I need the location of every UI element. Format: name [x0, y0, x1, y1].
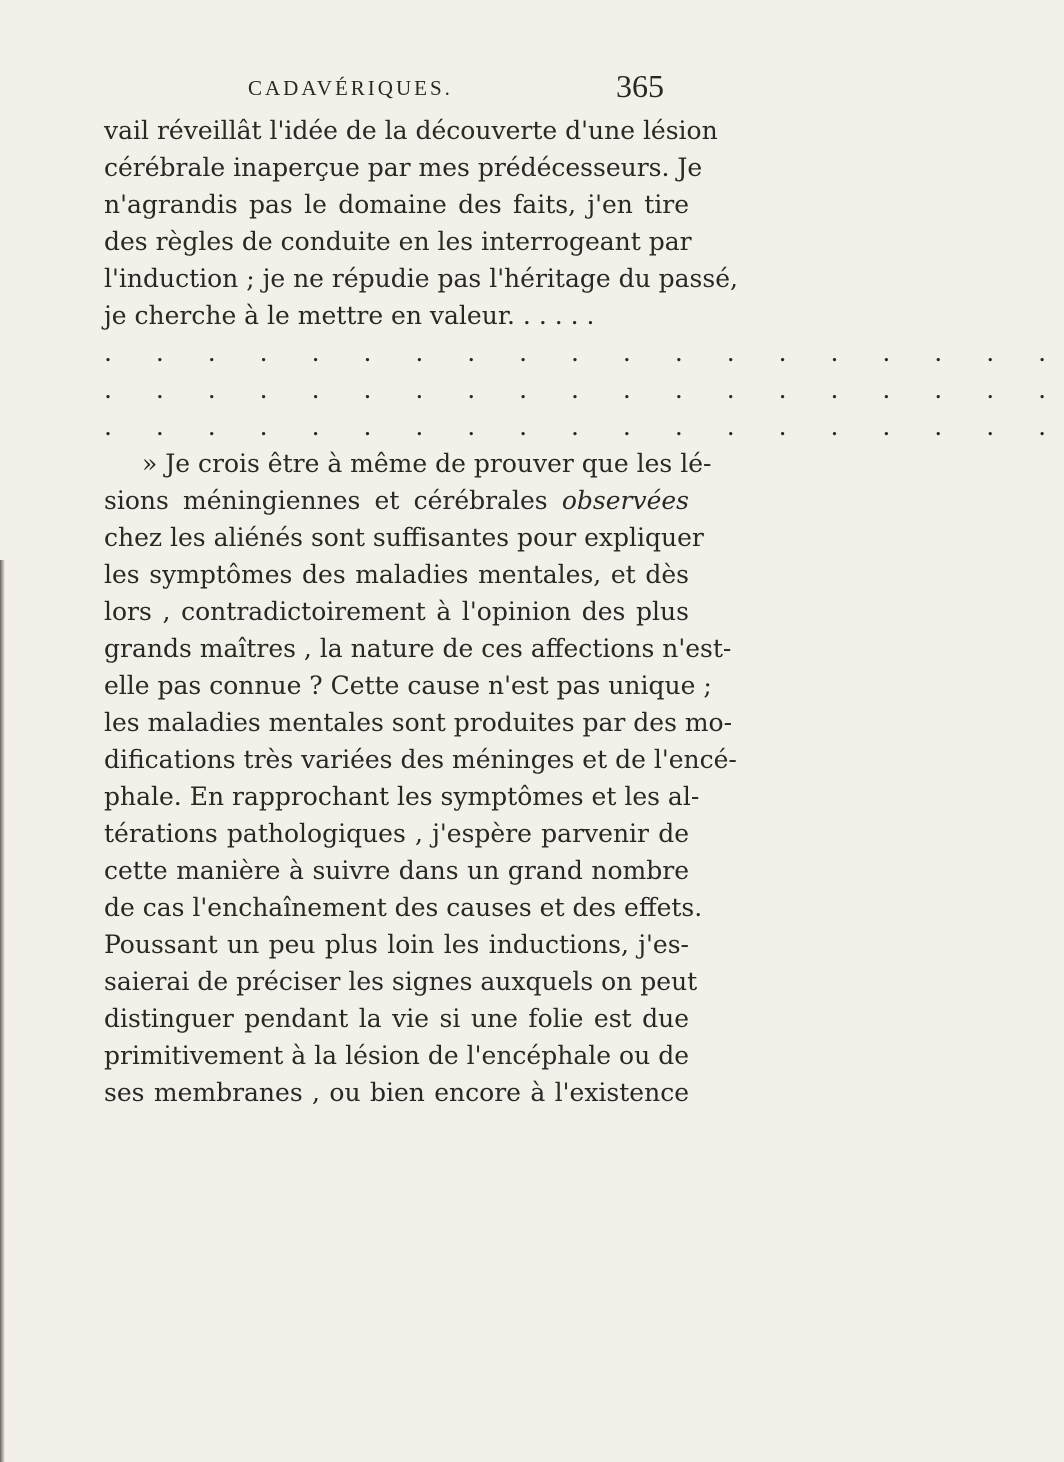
- text-line: elle pas connue ? Cette cause n'est pas unique ;: [104, 671, 712, 700]
- ellipsis-row: . . . . . . . . . . . . . . . . . . .: [104, 375, 1064, 404]
- paragraph-2: [104, 445, 737, 1111]
- text-line: n'agrandis pas le domaine des faits, j'en tire: [104, 190, 689, 219]
- paragraph-1: [104, 112, 738, 334]
- text-line: difications très variées des méninges et de l'encé-: [104, 745, 737, 774]
- text-segment: sions méningiennes et cérébrales: [104, 486, 562, 515]
- page-edge-shadow: [0, 560, 5, 1462]
- ellipsis-block: [104, 334, 1064, 445]
- text-line: primitivement à la lésion de l'encéphale ou de: [104, 1041, 689, 1070]
- text-line: grands maîtres , la nature de ces affections n'est-: [104, 634, 732, 663]
- text-line: cette manière à suivre dans un grand nombre: [104, 856, 689, 885]
- text-line: l'induction ; je ne répudie pas l'héritage du passé,: [104, 264, 738, 293]
- text-line: » Je crois être à même de prouver que les lé-: [142, 449, 712, 478]
- page-number: 365: [616, 68, 664, 104]
- text-line: distinguer pendant la vie si une folie est due: [104, 1004, 689, 1033]
- ellipsis-row: . . . . . . . . . . . . . . . . . . .: [104, 412, 1064, 441]
- text-line: phale. En rapprochant les symptômes et les al-: [104, 782, 700, 811]
- text-line: chez les aliénés sont suffisantes pour expliquer: [104, 523, 704, 552]
- text-line: les maladies mentales sont produites par des mo-: [104, 708, 733, 737]
- running-head-title: CADAVÉRIQUES.: [248, 76, 453, 100]
- italic-word: observées: [561, 486, 689, 515]
- text-line: de cas l'enchaînement des causes et des effets.: [104, 893, 703, 922]
- text-line: les symptômes des maladies mentales, et dès: [104, 560, 689, 589]
- text-line: lors , contradictoirement à l'opinion des plus: [104, 597, 689, 626]
- text-line: Poussant un peu plus loin les inductions, j'es-: [104, 930, 689, 959]
- running-head: [0, 68, 801, 112]
- text-line: saierai de préciser les signes auxquels on peut: [104, 967, 698, 996]
- text-line: je cherche à le mettre en valeur. . . . . .: [104, 301, 595, 330]
- text-line: des règles de conduite en les interrogeant par: [104, 227, 692, 256]
- text-line: cérébrale inaperçue par mes prédécesseurs. Je: [104, 153, 703, 182]
- text-line: ses membranes , ou bien encore à l'existence: [104, 1078, 689, 1107]
- ellipsis-row: . . . . . . . . . . . . . . . . . . .: [104, 338, 1064, 367]
- body-text: [104, 112, 1064, 1111]
- text-line-with-italic: [104, 482, 689, 519]
- text-line: vail réveillât l'idée de la découverte d'une lésion: [104, 116, 718, 145]
- text-line: térations pathologiques , j'espère parvenir de: [104, 819, 689, 848]
